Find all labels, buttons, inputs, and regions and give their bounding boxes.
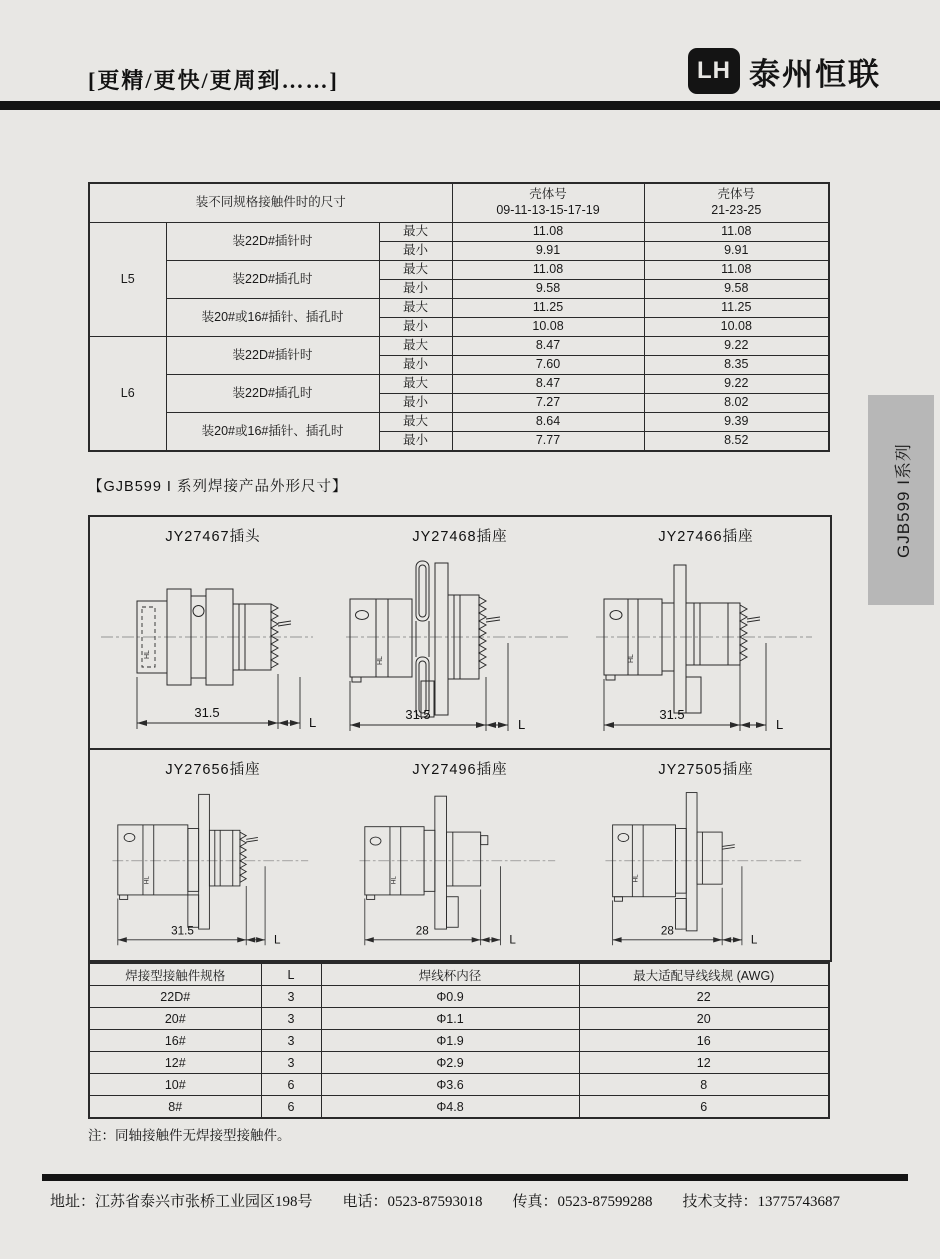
diagram-title: JY27467插头 [165,529,261,545]
value-cell: 11.25 [452,299,644,318]
logo-letters: LH [697,57,731,84]
table-row [89,986,829,1008]
value-cell: 16# [89,1030,261,1052]
table-row [89,261,829,280]
shell2-line2: 21-23-25 [711,203,762,217]
shell1-line2: 09-11-13-15-17-19 [496,203,600,217]
minmax-label: 最大 [379,375,452,394]
diagram-jy27505 [583,758,829,956]
value-cell: 11.08 [644,223,829,242]
slogan: [更精/更快/更周到……] [88,68,339,93]
footer-phone: 电话：0523-87593018 [342,1194,483,1210]
table-row [89,413,829,432]
spec-label: 装20#或16#插针、插孔时 [166,413,379,452]
footer-support: 技术支持：13775743687 [682,1194,841,1210]
value-cell: 8# [89,1096,261,1119]
table-row [89,1030,829,1052]
diagram-jy27467 [90,525,336,743]
value-cell: 6 [579,1096,829,1119]
value-cell: 9.22 [644,337,829,356]
minmax-label: 最小 [379,432,452,452]
value-cell: 11.25 [644,299,829,318]
table-row [89,1008,829,1030]
value-cell: 10.08 [452,318,644,337]
value-cell: Φ1.9 [321,1030,579,1052]
value-cell: 8.52 [644,432,829,452]
diagram-title: JY27466插座 [658,529,754,545]
series-tab[interactable] [868,395,934,605]
series-tab-label: GJB599 I系列 [893,442,913,558]
table-row [89,299,829,318]
spec-label: 装20#或16#插针、插孔时 [166,299,379,337]
minmax-label: 最大 [379,223,452,242]
diagram-jy27466 [583,525,829,743]
dim-l-label: L [274,933,281,947]
value-cell: Φ2.9 [321,1052,579,1074]
diagram-title: JY27468插座 [412,529,508,545]
table-row [89,337,829,356]
dim-l-label: L [518,717,526,732]
value-cell: 8.35 [644,356,829,375]
solder-contact-table [88,962,830,1119]
value-cell: 8.64 [452,413,644,432]
section-title: 【GJB599 I 系列焊接产品外形尺寸】 [88,479,348,495]
col-header-contact-spec: 焊接型接触件规格 [89,963,261,986]
hl-mark: HL [628,654,635,663]
company-logo-icon [688,48,740,94]
table-row [89,375,829,394]
value-cell: 3 [261,1030,321,1052]
solder-table-body [89,986,829,1119]
minmax-label: 最大 [379,299,452,318]
connector-drawing [95,780,331,956]
col-header-shell2 [644,183,829,223]
diagram-title: JY27496插座 [412,762,508,778]
diagram-panel [88,515,832,962]
value-cell: 10# [89,1074,261,1096]
dim-value: 31.5 [659,707,685,722]
minmax-label: 最小 [379,356,452,375]
hl-mark: HL [632,874,640,883]
solder-table-head [89,963,829,986]
footnote: 注：同轴接触件无焊接型接触件。 [88,1128,291,1143]
value-cell: 16 [579,1030,829,1052]
minmax-label: 最小 [379,394,452,413]
value-cell: 8.47 [452,375,644,394]
value-cell: 11.08 [452,223,644,242]
table-row [89,1052,829,1074]
group-label: L5 [89,223,166,337]
value-cell: 6 [261,1096,321,1119]
value-cell: 22 [579,986,829,1008]
value-cell: 9.58 [644,280,829,299]
value-cell: 9.58 [452,280,644,299]
hl-mark: HL [144,650,151,659]
dimension-table [88,182,830,452]
value-cell: 3 [261,986,321,1008]
dimension-table-body [89,223,829,452]
diagram-jy27468 [337,525,583,743]
minmax-label: 最大 [379,261,452,280]
value-cell: 8.47 [452,337,644,356]
col-header-awg: 最大适配导线线规 (AWG) [579,963,829,986]
value-cell: Φ1.1 [321,1008,579,1030]
hl-mark: HL [143,876,151,885]
connector-drawing [342,547,578,743]
dim-l-label: L [750,933,758,947]
value-cell: 11.08 [452,261,644,280]
diagram-jy27656 [90,758,336,956]
spec-label: 装22D#插针时 [166,337,379,375]
diagram-title: JY27505插座 [658,762,754,778]
header-divider [0,101,940,110]
value-cell: 20# [89,1008,261,1030]
value-cell: 7.27 [452,394,644,413]
value-cell: 11.08 [644,261,829,280]
spec-label: 装22D#插针时 [166,223,379,261]
footer-divider [42,1174,908,1181]
diagram-jy27496 [337,758,583,956]
value-cell: 8.02 [644,394,829,413]
value-cell: 7.60 [452,356,644,375]
connector-drawing [588,780,824,956]
dim-l-label: L [509,933,516,947]
diagram-title: JY27656插座 [165,762,261,778]
hl-mark: HL [377,656,384,665]
dim-value: 28 [415,924,429,938]
diagram-row-divider [90,748,830,750]
brand [688,48,881,94]
value-cell: Φ0.9 [321,986,579,1008]
minmax-label: 最大 [379,413,452,432]
value-cell: 10.08 [644,318,829,337]
dim-l-label: L [776,717,784,732]
footer-fax: 传真：0523-87599288 [512,1194,653,1210]
value-cell: 12# [89,1052,261,1074]
value-cell: 9.91 [644,242,829,261]
value-cell: 7.77 [452,432,644,452]
value-cell: 12 [579,1052,829,1074]
value-cell: 9.91 [452,242,644,261]
value-cell: 20 [579,1008,829,1030]
col-header-shell1 [452,183,644,223]
minmax-label: 最小 [379,280,452,299]
col-header-spec: 装不同规格接触件时的尺寸 [89,183,452,223]
table-row [89,1074,829,1096]
value-cell: 9.22 [644,375,829,394]
dim-value: 31.5 [405,707,431,722]
table-row [89,1096,829,1119]
value-cell: 9.39 [644,413,829,432]
dimension-table-head [89,183,829,223]
table-row [89,223,829,242]
col-header-l: L [261,963,321,986]
value-cell: Φ4.8 [321,1096,579,1119]
connector-drawing [588,547,824,743]
connector-drawing [95,547,331,743]
page-footer [50,1190,910,1211]
shell2-line1: 壳体号 [717,187,756,202]
minmax-label: 最大 [379,337,452,356]
value-cell: Φ3.6 [321,1074,579,1096]
value-cell: 6 [261,1074,321,1096]
spec-label: 装22D#插孔时 [166,261,379,299]
dim-l-label: L [309,715,317,730]
connector-drawing [342,780,578,956]
value-cell: 8 [579,1074,829,1096]
value-cell: 3 [261,1052,321,1074]
hl-mark: HL [390,876,398,885]
footer-address: 地址：江苏省泰兴市张桥工业园区198号 [50,1194,313,1210]
company-name: 泰州恒联 [749,56,881,92]
minmax-label: 最小 [379,242,452,261]
group-label: L6 [89,337,166,452]
shell1-line1: 壳体号 [529,187,567,202]
minmax-label: 最小 [379,318,452,337]
spec-label: 装22D#插孔时 [166,375,379,413]
dim-value: 31.5 [171,924,194,938]
dim-value: 28 [660,924,674,938]
col-header-cup-diameter: 焊线杯内径 [321,963,579,986]
value-cell: 3 [261,1008,321,1030]
value-cell: 22D# [89,986,261,1008]
dim-value: 31.5 [194,705,220,720]
